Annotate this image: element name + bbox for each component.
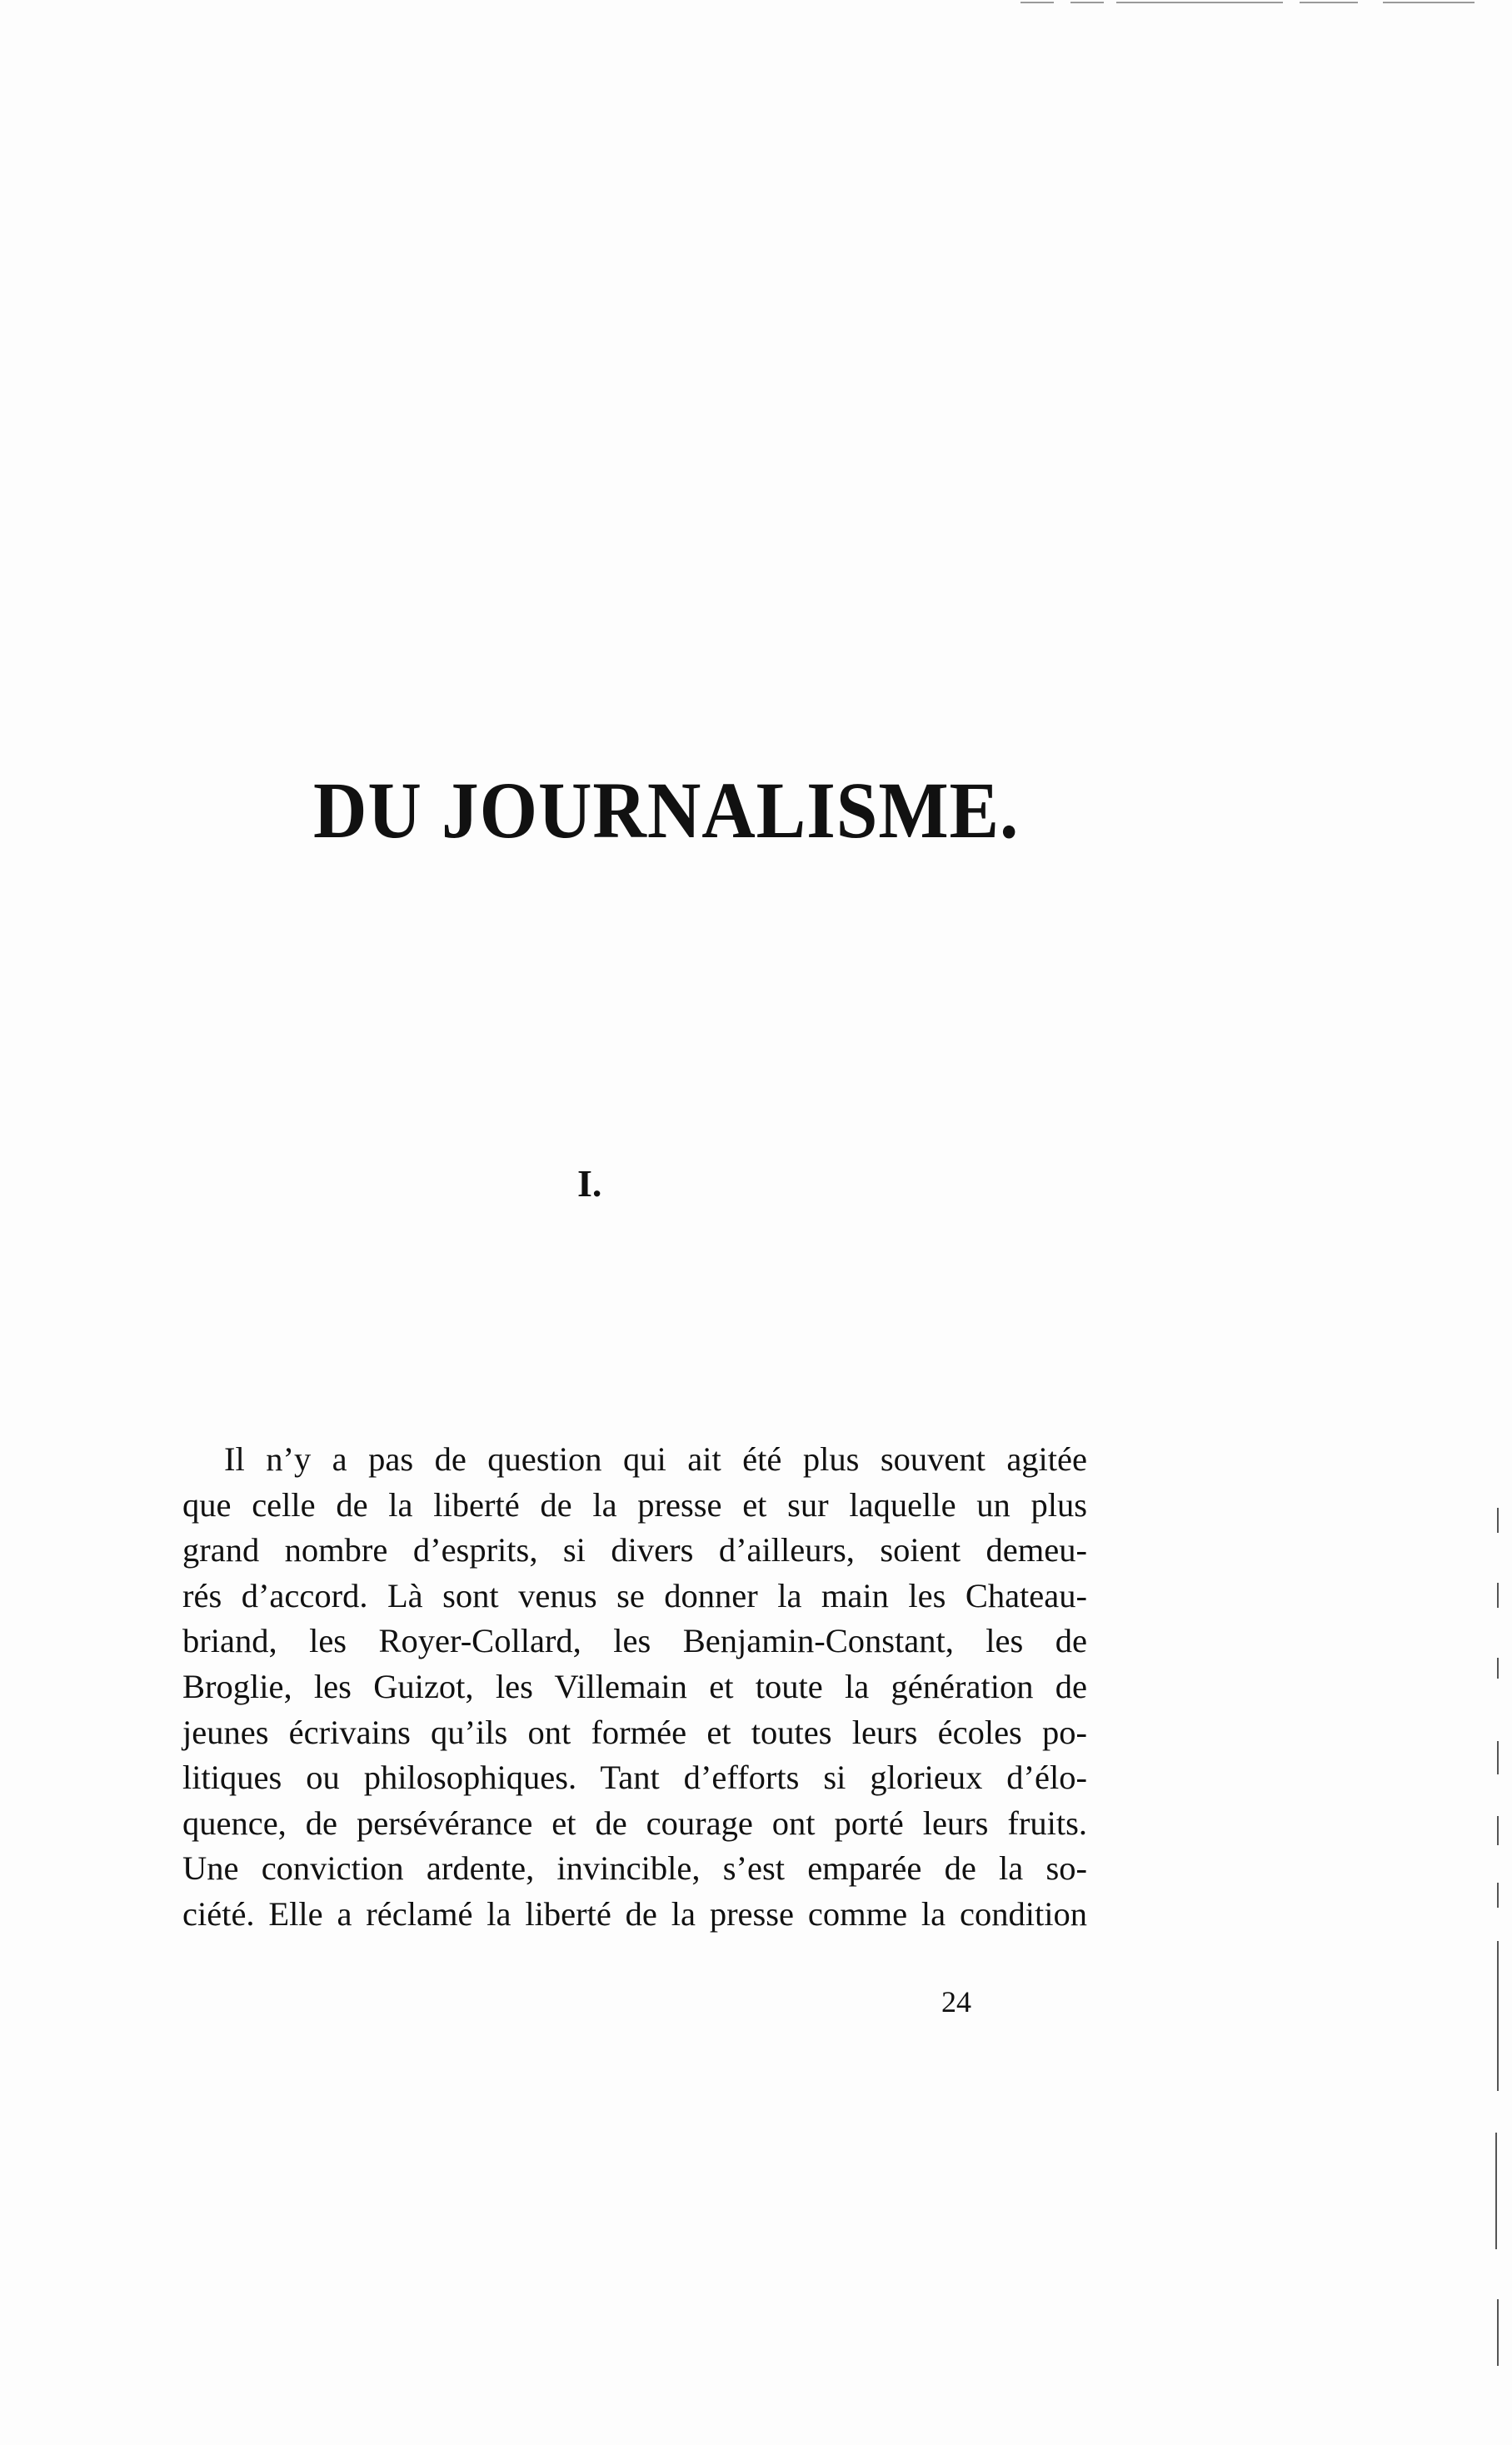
scan-artifact — [1070, 2, 1104, 3]
text-line: grand nombre d’esprits, si divers d’ailleurs, soient demeu- — [182, 1531, 1087, 1569]
edge-artifact — [1497, 1583, 1499, 1608]
section-number: I. — [577, 1162, 602, 1205]
edge-artifact — [1497, 1508, 1499, 1533]
text-line: Une conviction ardente, invincible, s’est emparée de la so- — [182, 1849, 1087, 1888]
edge-artifact — [1497, 1741, 1499, 1774]
body-paragraph — [182, 1437, 1087, 1938]
chapter-title: DU JOURNALISME. — [313, 766, 1020, 855]
text-line: Il n’y a pas de question qui ait été plus souvent agitée — [224, 1440, 1087, 1478]
edge-artifact — [1497, 1883, 1499, 1908]
text-line: que celle de la liberté de la presse et sur laquelle un plus — [182, 1485, 1087, 1524]
text-line: jeunes écrivains qu’ils ont formée et toutes leurs écoles po- — [182, 1713, 1087, 1751]
edge-artifact — [1495, 2133, 1497, 2249]
text-line: Broglie, les Guizot, les Villemain et toute la génération de — [182, 1667, 1087, 1705]
scan-artifact — [1300, 2, 1358, 3]
text-line: litiques ou philosophiques. Tant d’efforts si glorieux d’élo- — [182, 1759, 1087, 1797]
text-line: quence, de persévérance et de courage ont porté leurs fruits. — [182, 1804, 1087, 1842]
edge-artifact — [1497, 1816, 1499, 1845]
edge-artifact — [1497, 1658, 1499, 1679]
text-line: rés d’accord. Là sont venus se donner la main les Chateau- — [182, 1576, 1087, 1614]
text-line: briand, les Royer-Collard, les Benjamin-Constant, les de — [182, 1622, 1087, 1660]
signature-mark: 24 — [941, 1985, 971, 2018]
scan-artifact — [1116, 2, 1283, 3]
edge-artifact — [1497, 1941, 1499, 2091]
text-line: ciété. Elle a réclamé la liberté de la presse comme la condition — [182, 1894, 1087, 1933]
edge-artifact — [1497, 2299, 1499, 2366]
scan-artifact — [1383, 2, 1475, 3]
scan-artifact — [1020, 2, 1054, 3]
